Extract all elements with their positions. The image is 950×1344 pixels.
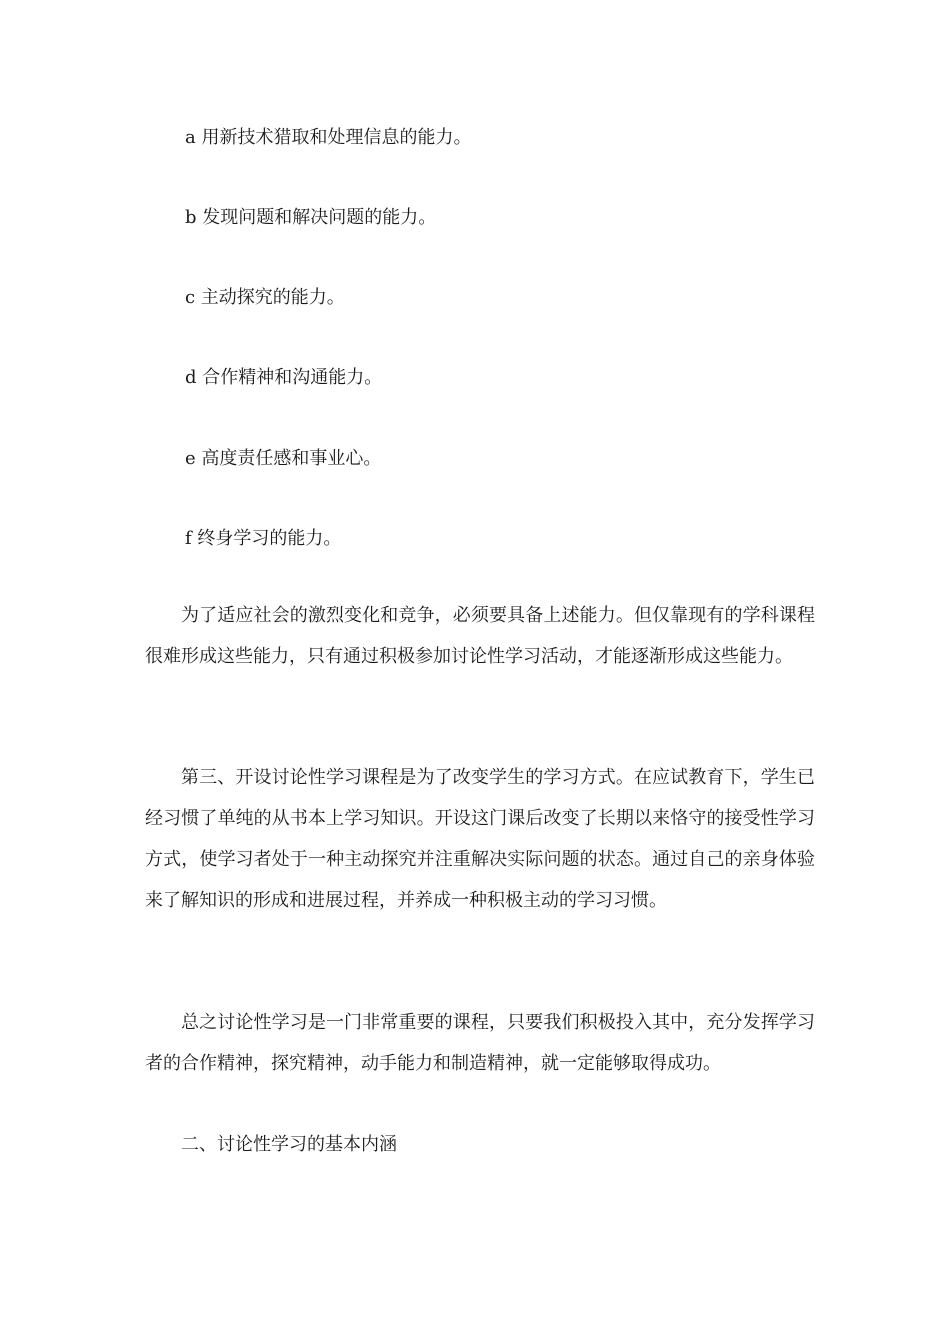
list-item-d: d 合作精神和沟通能力。 <box>185 367 383 388</box>
list-item-a: a 用新技术猎取和处理信息的能力。 <box>185 127 472 148</box>
list-item-b: b 发现问题和解决问题的能力。 <box>185 207 437 228</box>
section-heading: 二、讨论性学习的基本内涵 <box>181 1134 397 1155</box>
paragraph-abilities: 为了适应社会的激烈变化和竞争，必须要具备上述能力。但仅靠现有的学科课程很难形成这些能力，只有通过积极参加讨论性学习活动，才能逐渐形成这些能力。 <box>145 605 815 667</box>
list-item-c: c 主动探究的能力。 <box>185 287 345 308</box>
paragraph-conclusion: 总之讨论性学习是一门非常重要的课程，只要我们积极投入其中，充分发挥学习者的合作精神，探究精神，动手能力和制造精神，就一定能够取得成功。 <box>145 1012 815 1074</box>
list-item-e: e 高度责任感和事业心。 <box>185 448 382 469</box>
paragraph-learning-style: 第三、开设讨论性学习课程是为了改变学生的学习方式。在应试教育下，学生已经习惯了单纯的从书本上学习知识。开设这门课后改变了长期以来恪守的接受性学习方式，使学习者处于一种主动探究并注重解决实际问题的状态。通过自己的亲身体验来了解知识的形成和进展过程，并养成一种积极主动的学习习惯。 <box>145 767 815 911</box>
list-item-f: f 终身学习的能力。 <box>185 528 342 549</box>
